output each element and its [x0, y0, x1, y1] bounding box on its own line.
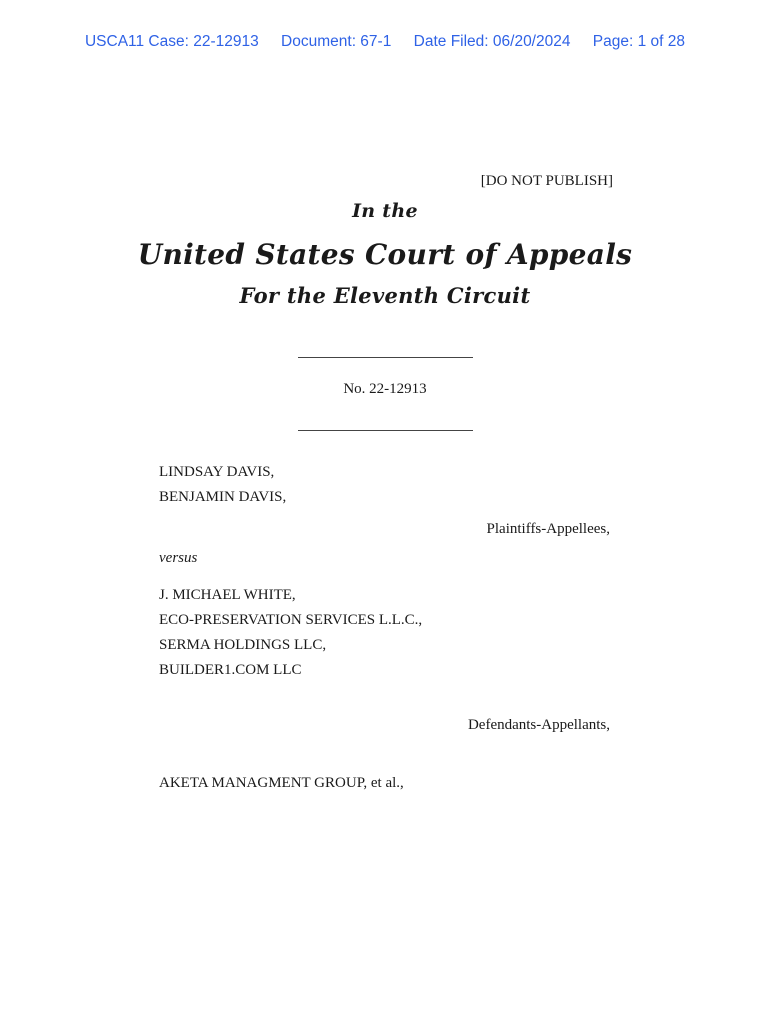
divider-top: [298, 357, 473, 358]
plaintiff-name: BENJAMIN DAVIS,: [159, 489, 287, 505]
defendants-role: Defendants-Appellants,: [467, 717, 610, 733]
defendant-name: BUILDER1.COM LLC: [159, 662, 302, 678]
other-party: AKETA MANAGMENT GROUP, et al.,: [159, 775, 404, 791]
court-circuit: For the Eleventh Circuit: [239, 283, 531, 308]
plaintiffs-list: [159, 460, 286, 510]
plaintiff-name: LINDSAY DAVIS,: [159, 464, 275, 480]
court-name: United States Court of Appeals: [137, 238, 633, 271]
defendant-name: J. MICHAEL WHITE,: [159, 587, 296, 603]
case-number: No. 22-12913: [343, 381, 427, 397]
court-in-the: In the: [352, 200, 418, 222]
defendants-list: [159, 583, 422, 683]
defendant-name: ECO-PRESERVATION SERVICES L.L.C.,: [159, 612, 423, 628]
versus-label: versus: [159, 550, 198, 566]
defendant-name: SERMA HOLDINGS LLC,: [159, 637, 327, 653]
document-header: [0, 33, 770, 51]
header-case: USCA11 Case: 22-12913: [84, 33, 259, 50]
plaintiffs-role: Plaintiffs-Appellees,: [486, 521, 610, 537]
header-document: Document: 67-1: [281, 33, 392, 50]
header-page: Page: 1 of 28: [592, 33, 686, 50]
publish-notice: [DO NOT PUBLISH]: [480, 173, 613, 189]
divider-bottom: [298, 430, 473, 431]
header-date-filed: Date Filed: 06/20/2024: [413, 33, 571, 50]
